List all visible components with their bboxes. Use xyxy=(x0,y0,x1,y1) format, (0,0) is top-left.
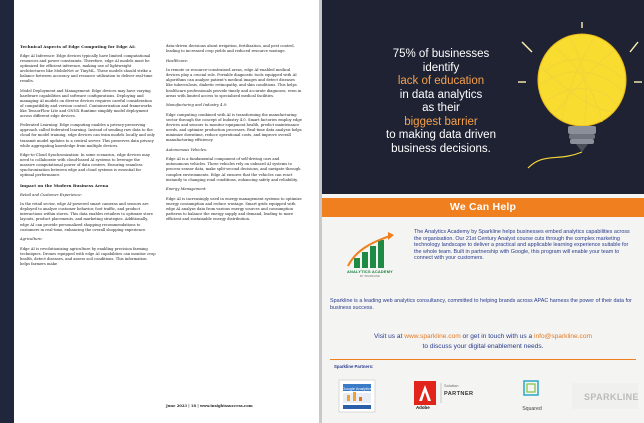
subsection-heading: Retail and Customer Experience: xyxy=(20,192,82,197)
academy-logo-name: ANALYTICS ACADEMY xyxy=(347,269,393,274)
subsection-heading: Autonomous Vehicles: xyxy=(166,147,208,152)
subsection-heading: Energy Management: xyxy=(166,187,207,192)
lightbulb-illustration xyxy=(518,22,642,172)
section-heading: Impact on the Modern Business Arena xyxy=(20,183,109,189)
body-paragraph: Edge-to-Cloud Synchronization: In some scenarios, edge devices may need to collaborate with cloud-based AI systems to leverage the massive computational power of data centers. Ensuring seamless synchronization between edge and cloud systems is essential for optimal performance. xyxy=(20,153,150,178)
body-paragraph: data-driven decisions about irrigation, fertilization, and pest control, leading to increased crop yields and reduced resource wastage. xyxy=(166,44,295,54)
subsection-heading: Manufacturing and Industry 4.0: xyxy=(166,103,228,108)
body-paragraph: Edge AI is a fundamental component of self-driving cars and autonomous vehicles. These vehicles rely on onboard AI systems to process sensor data, make split-second decisions, and navigate through complex environments. Edge AI ensures that the vehicles can react instantly to changing road conditions, enhancing safety and reliability. xyxy=(166,157,301,182)
subsection-heading: Agriculture: xyxy=(20,237,43,242)
google-analytics-partner-logo xyxy=(338,379,376,413)
squared-partner-logo xyxy=(502,379,562,419)
page-footer: June 2023 | 18 | www.insightssuccess.com xyxy=(166,404,253,408)
visit-mid: or get in touch with us a xyxy=(460,333,535,340)
visit-prefix: Visit us at xyxy=(373,333,405,340)
hero-line: identify xyxy=(422,61,460,74)
svg-text:Google Analytics: Google Analytics xyxy=(342,386,372,391)
sparkline-statement: Sparkline is a leading web analytics consultancy, committed to helping brands across APAC harness the power of their data for business success. xyxy=(330,298,632,311)
hero-line: to making data driven xyxy=(386,129,496,141)
adobe-solution-label: Solution xyxy=(444,383,459,388)
body-paragraph: Federated Learning: Edge computing enables a privacy-preserving approach called federated learning. Instead of sending raw data to the cloud for model training, edge devices can train models locally and only transmit model updates to a central server. This preserves data privacy while aggregating knowledge from multiple devices. xyxy=(20,123,155,148)
hero-line: in data analytics xyxy=(399,88,483,101)
adobe-name: Adobe xyxy=(416,405,430,410)
article-column-right xyxy=(166,44,302,227)
visit-line2: to discuss your digital enablement needs. xyxy=(422,342,544,350)
body-paragraph: Model Deployment and Management: Edge devices may have varying hardware capabilities and software configurations. Deploying and managing AI models on diverse devices requires careful consideration of compatibility and version control. Containerization and frameworks like TensorFlow Lite and ONNX Runtime simplify model deployment across different edge devices. xyxy=(20,88,152,118)
academy-logo-sub: BY SPARKLINE xyxy=(360,274,380,278)
adobe-partner-label: PARTNER xyxy=(444,391,474,397)
hero-line: as their xyxy=(422,102,460,114)
hero-highlight-line: lack of education xyxy=(397,75,485,87)
academy-description: The Analytics Academy by Sparkline helps businesses embed analytics capabilities across the organisation. Our 21st Century Analyst course cuts through the complex marketing technology landscape to deliver a practical and applicable learning experience suitable for the whole team. Built in partnership with Google, this program will enable your team to connect with your customers. xyxy=(414,229,630,262)
body-paragraph: Edge AI is revolutionizing agriculture by enabling precision farming techniques. Drones equipped with edge AI capabilities can monitor crop health, detect diseases, and assess soil conditions. This information helps farmers make xyxy=(20,246,156,266)
partners-label: Sparkline Partners: xyxy=(334,364,374,369)
article-column-left xyxy=(20,44,156,272)
contact-block xyxy=(330,332,636,351)
we-can-help-banner: We Can Help xyxy=(322,198,644,217)
sparkline-logo-text: SPARKLINE xyxy=(584,392,639,402)
hero-highlight-line: biggest barrier xyxy=(404,115,478,128)
advert-page xyxy=(322,0,644,423)
subsection-heading: Healthcare: xyxy=(166,58,189,63)
hero-line: 75% of businesses xyxy=(392,48,490,60)
body-paragraph: Edge AI is increasingly used in energy management systems to optimize energy consumption and reduce wastage. Smart grids equipped with edge AI analyze data from various energy sources and consumption patterns to balance the energy supply and demand, leading to more efficient and sustainable energy distribution. xyxy=(166,196,302,222)
email-link[interactable]: info@sparkline.com xyxy=(534,333,593,340)
website-link[interactable]: www.sparkline.com xyxy=(404,333,461,340)
section-heading: Technical Aspects of Edge Computing for Edge AI: xyxy=(20,44,136,49)
body-paragraph: In the retail sector, edge AI-powered smart cameras and sensors are deployed to analyze customer behavior, foot traffic, and product interactions within stores. This data enables retailers to optimize store layouts, product placements, and marketing strategies. Additionally, edge AI can provide personalized shopping recommendations to customers in real-time, enhancing the overall shopping experience. xyxy=(20,202,153,232)
body-paragraph: Edge computing combined with AI is transforming the manufacturing sector through the concept of Industry 4.0. Smart factories employ edge devices and sensors to monitor equipment health, predict maintenance needs, and optimize production processes. Real-time data analysis helps minimize downtime, reduce operational costs, and improve overall manufacturing efficiency. xyxy=(166,112,302,143)
hero-panel xyxy=(322,0,644,194)
body-paragraph: In remote or resource-constrained areas, edge AI-enabled medical devices play a crucial role. Portable diagnostic tools equipped with AI algorithms can analyze patient's medical images and detect diseases like tuberculosis, diabetic retinopathy, and skin conditions. This helps healthcare professionals provide timely and accurate diagnoses, even in areas with limited access to specialized medical facilities. xyxy=(166,68,302,98)
squared-name: Squared xyxy=(522,406,542,412)
page-edge-strip xyxy=(0,0,14,423)
hero-line: business decisions. xyxy=(391,142,491,155)
body-paragraph: Edge AI Inference: Edge devices typically have limited computational resources and power constraints. Therefore, edge AI models must be optimized for efficient inference, making use of lightweight architectures like MobileNet or TinyML. These models should strike a balance between accuracy and resource utilization to deliver real-time results. xyxy=(20,53,153,83)
partners-divider xyxy=(330,359,636,360)
article-page xyxy=(0,0,319,423)
